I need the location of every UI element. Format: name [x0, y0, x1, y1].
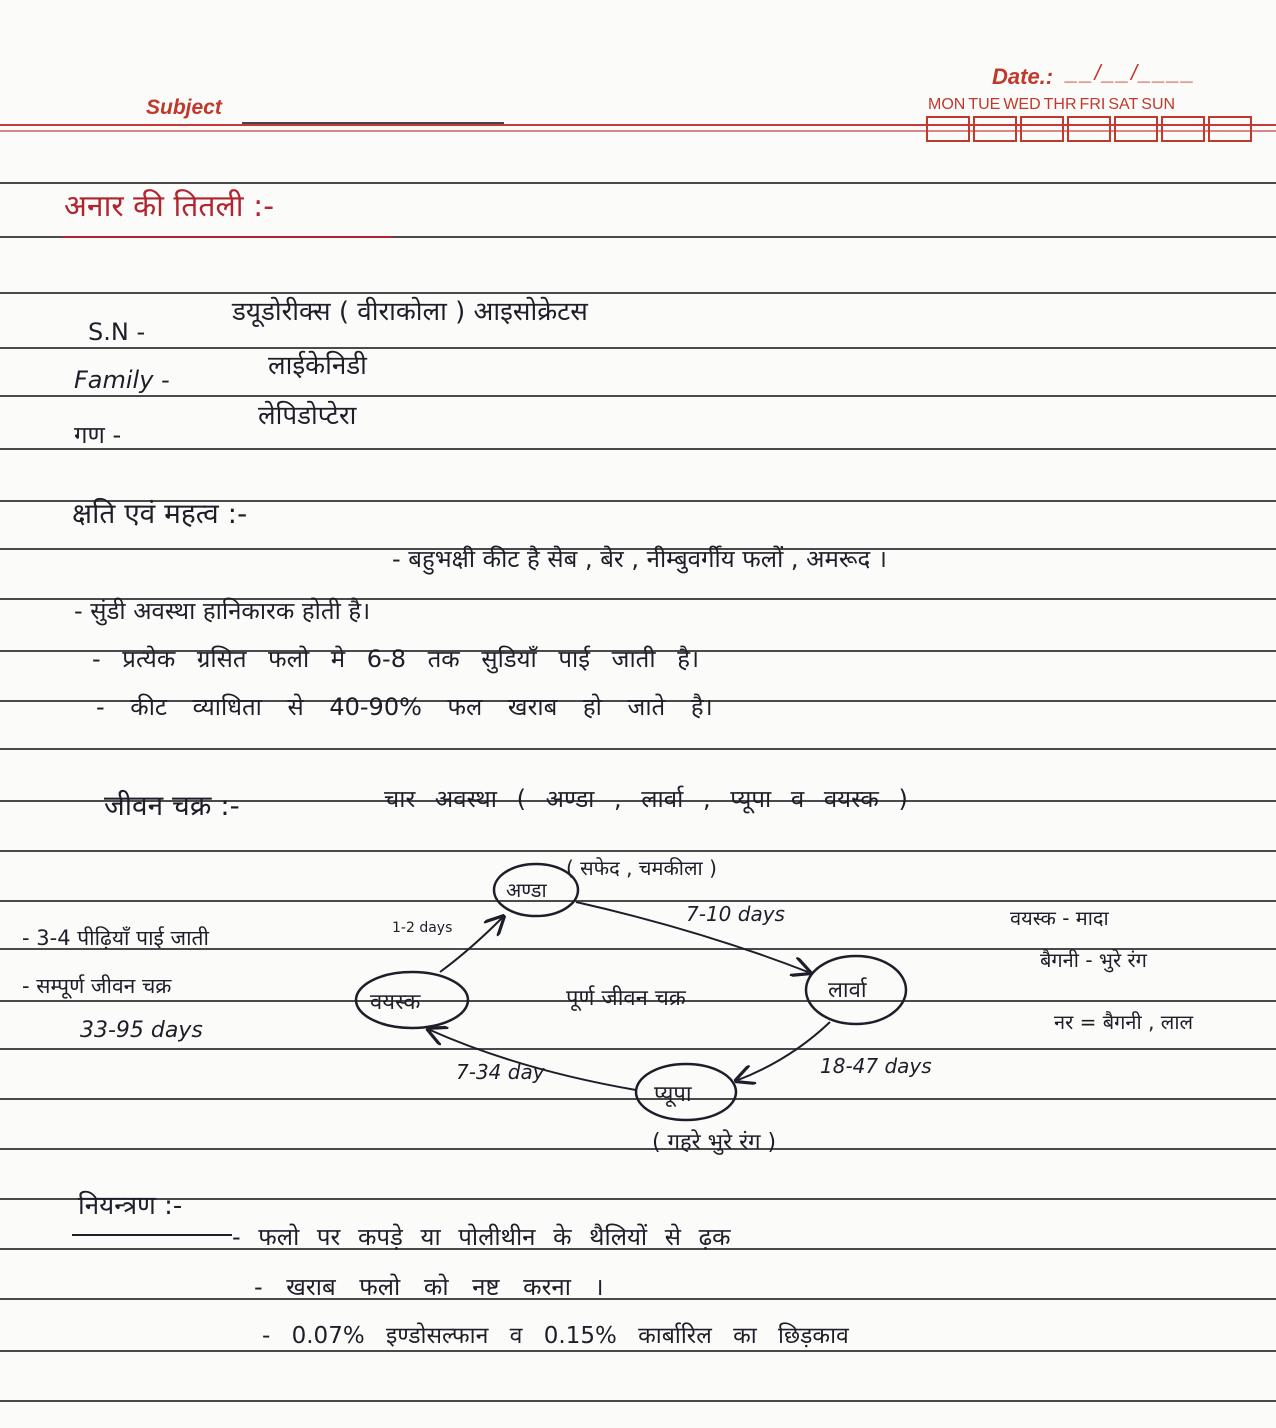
damage-line: - बहुभक्षी कीट है सेब , बेर , नीम्बुवर्गीय फलों , अमरूद । [392, 545, 887, 573]
family-label: Family - [74, 366, 170, 394]
control-heading: नियन्त्रण :- [78, 1191, 183, 1221]
control-line: - 0.07% इण्डोसल्फान व 0.15% कार्बारिल का छिड़काव [262, 1323, 849, 1349]
total-lifecycle-days: 33-95 days [80, 1018, 203, 1043]
weekday-label: WED [1003, 96, 1041, 113]
order-value: लेपिडोप्टेरा [258, 401, 357, 431]
larva-stage-label: लार्वा [828, 978, 867, 1003]
date-value: __/__/____ [1066, 60, 1197, 85]
control-heading-underline [72, 1234, 232, 1236]
sn-label: S.N - [88, 318, 146, 346]
family-value: लाईकेनिडी [268, 351, 367, 381]
weekday-label: FRI [1079, 96, 1106, 113]
lifecycle-summary: चार अवस्था ( अण्डा , लार्वा , प्यूपा व वयस्क ) [384, 785, 908, 813]
damage-line: - कीट व्याधिता से 40-90% फल खराब हो जाते है। [96, 693, 713, 721]
damage-line: - प्रत्येक ग्रसित फलो मे 6-8 तक सुडियाँ पाई जाती है। [92, 645, 700, 673]
pupa-note: ( गहरे भुरे रंग ) [652, 1130, 777, 1155]
female-color-note: बैगनी - भुरे रंग [1040, 948, 1147, 972]
lifecycle-heading: जीवन चक्र :- [104, 789, 240, 822]
weekday-label: THR [1043, 96, 1077, 113]
duration-egg-to-larva: 7-10 days [686, 902, 785, 926]
egg-note: ( सफेद , चमकीला ) [566, 856, 717, 880]
weekday-label: SUN [1141, 96, 1176, 113]
page-title: अनार की तितली :- [64, 189, 275, 224]
date-label: Date.: [992, 64, 1054, 89]
larva-to-pupa-arrow [738, 1022, 830, 1080]
duration-pupa-to-adult: 7-34 day [456, 1060, 545, 1084]
weekday-label: SAT [1108, 96, 1139, 113]
male-color-note: नर = बैगनी , लाल [1054, 1010, 1194, 1034]
adult-stage-label: वयस्क [370, 990, 421, 1015]
subject-label: Subject [146, 96, 222, 119]
pupa-stage-label: प्यूपा [654, 1082, 692, 1107]
control-line: - खराब फलो को नष्ट करना । [254, 1273, 604, 1301]
duration-adult-to-egg: 1-2 days [392, 920, 453, 936]
sn-value: डयूडोरीक्स ( वीराकोला ) आइसोक्रेटस [232, 297, 588, 327]
damage-line: - सुंडी अवस्था हानिकारक होती है। [74, 597, 371, 625]
weekday-label: MON [928, 96, 966, 113]
damage-heading: क्षति एवं महत्व :- [72, 497, 248, 530]
total-lifecycle-note: - सम्पूर्ण जीवन चक्र [22, 974, 172, 998]
female-adult-note: वयस्क - मादा [1010, 906, 1109, 930]
control-line: - फलो पर कपड़े या पोलीथीन के थैलियों से ढ़क [232, 1223, 731, 1251]
duration-larva-to-pupa: 18-47 days [820, 1054, 932, 1078]
generations-note: - 3-4 पीढ़ियाँ पाई जाती [22, 926, 209, 950]
complete-lifecycle-label: पूर्ण जीवन चक्र [566, 986, 686, 1011]
order-label: गण - [74, 421, 122, 449]
egg-stage-label: अण्डा [506, 878, 547, 902]
weekday-label: TUE [968, 96, 1001, 113]
